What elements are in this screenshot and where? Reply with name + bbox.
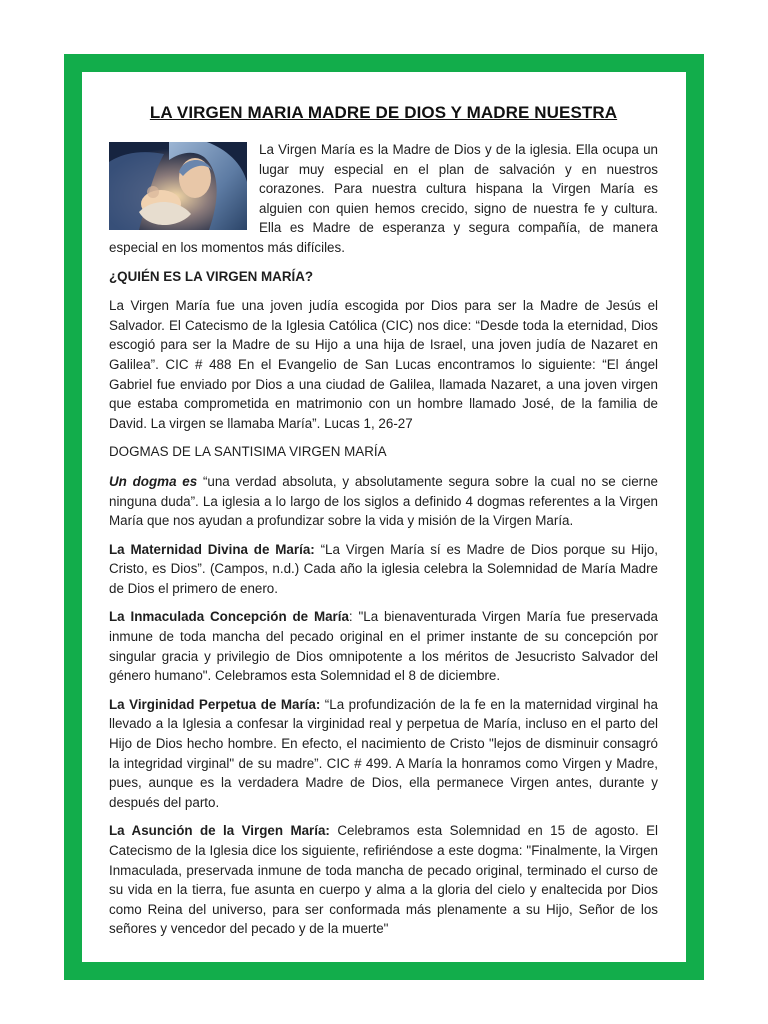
intro-text: La Virgen María es la Madre de Dios y de la iglesia. Ella ocupa un lugar muy especial en el plan de salvación y en nuestros corazones. Para nuestra cultura hispana la Virgen María es alguien con quien hemos crecido, signo de nuestra fe y cultura. Ella es Madre de esperanza y segura compañía, de manera especial en los momentos más difíciles. [109,142,658,255]
section-heading-dogmas: DOGMAS DE LA SANTISIMA VIRGEN MARÍA [109,444,387,460]
dogma-title: La Asunción de la Virgen María: [109,823,330,839]
dogma-text: “La profundización de la fe en la maternidad virginal ha llevado a la Iglesia a confesar la virginidad real y perpetua de María, incluso en el parto del Hijo de Dios hecho hombre. En efecto, el nacimiento de Cristo "lejos de disminuir consagró la integridad virginal" de su madre”. CIC # 499. A María la honramos como Virgen y Madre, pues, aunque es la verdadera Madre de Dios, ella permanece Virgen antes, durante y después del parto. [109,696,659,810]
section-heading-quien-es: ¿QUIÉN ES LA VIRGEN MARÍA? [109,268,314,284]
document-content [109,102,658,948]
dogma-title: La Maternidad Divina de María: [109,541,315,557]
dogma-paragraph [109,695,658,813]
document-sheet [82,72,686,962]
dogma-definition-text: “una verdad absoluta, y absolutamente segura sobre la cual no se cierne ninguna duda”. La iglesia a lo largo de los siglos a definido 4 dogmas referentes a la Virgen María que nos ayudan a profundizar sobre la vida y misión de la Virgen María. [109,473,658,529]
dogma-paragraph [109,821,658,939]
dogma-text: : "La bienaventurada Virgen María fue preservada inmune de toda mancha del pecado original en el primer instante de su concepción por singular gracia y privilegio de Dios omnipotente a los méritos de Jesucristo Salvador del género humano". Celebramos esta Solemnidad el 8 de diciembre. [109,609,658,684]
virgin-and-child-image [109,142,247,230]
dogma-text: “La Virgen María sí es Madre de Dios porque su Hijo, Cristo, es Dios”. (Campos, n.d.) Cada año la iglesia celebra la Solemnidad de María Madre de Dios el primero de enero. [109,541,659,596]
dogma-title: La Inmaculada Concepción de María [109,609,349,625]
dogma-title: La Virginidad Perpetua de María: [109,696,321,712]
document-title: LA VIRGEN MARIA MADRE DE DIOS Y MADRE NUESTRA [149,103,618,122]
dogma-definition-term: Un dogma es [109,473,198,489]
section-paragraph-quien-es: La Virgen María fue una joven judía escogida por Dios para ser la Madre de Jesús el Salvador. El Catecismo de la Iglesia Católica (CIC) nos dice: “Desde toda la eternidad, Dios escogió para ser la Madre de su Hijo a una hija de Israel, una joven judía de Nazaret en Galilea”. CIC # 488 En el Evangelio de San Lucas encontramos lo siguiente: “El ángel Gabriel fue enviado por Dios a una ciudad de Galilea, llamada Nazaret, a una joven virgen que estaba comprometida en matrimonio con un hombre llamado José, de la familia de David. La virgen se llamaba María”. Lucas 1, 26-27 [109,298,658,431]
green-page-border [64,54,704,980]
dogma-paragraph [109,607,658,685]
dogma-paragraph [109,540,658,599]
intro-paragraph [109,140,658,258]
dogma-definition-paragraph [109,472,658,531]
dogma-text: Celebramos esta Solemnidad en 15 de agosto. El Catecismo de la Iglesia dice los siguiente, refiriéndose a este dogma: "Finalmente, la Virgen Inmaculada, preservada inmune de toda mancha de pecado original, terminado el curso de su vida en la tierra, fue asunta en cuerpo y alma a la gloria del cielo y enaltecida por Dios como Reina del universo, para ser conformada más plenamente a su Hijo, Señor de los señores y vencedor del pecado y de la muerte" [109,823,658,937]
